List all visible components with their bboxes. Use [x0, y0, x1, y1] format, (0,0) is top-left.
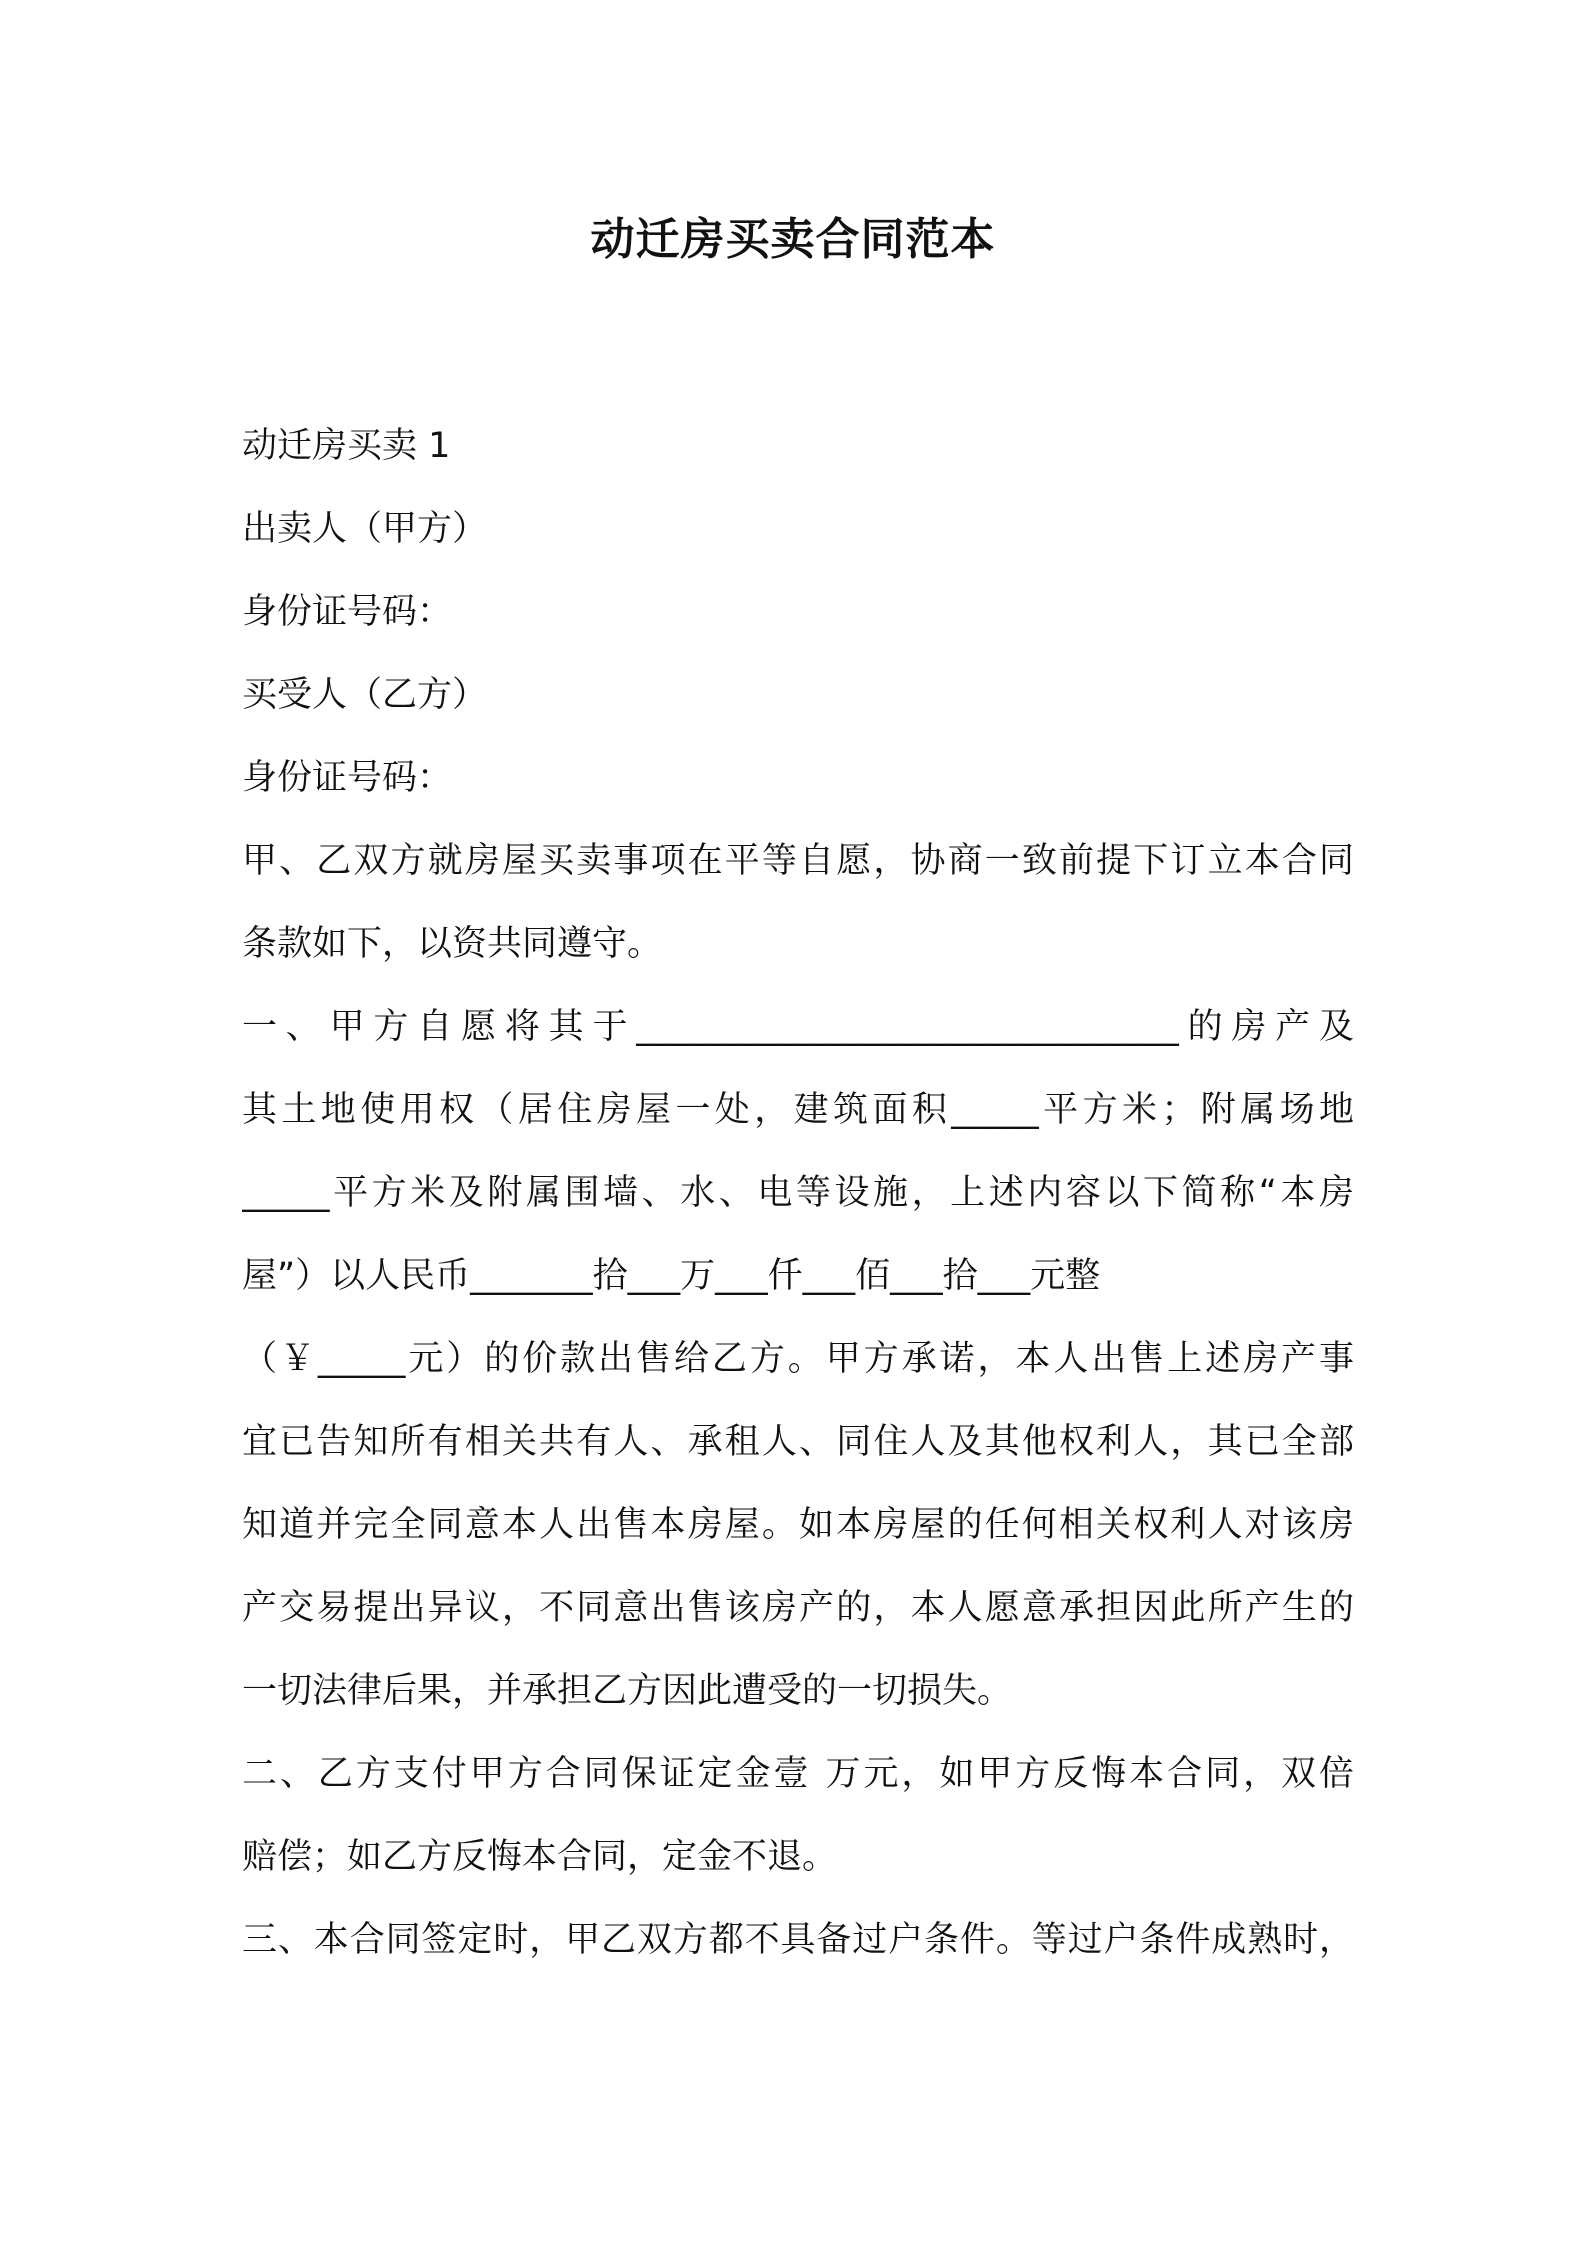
- clause-1-line-9: 一切法律后果，并承担乙方因此遭受的一切损失。: [242, 1671, 1013, 1711]
- clause-1-line-5: （￥_____元）的价款出售给乙方。甲方承诺，本人出售上述房产事: [242, 1339, 1354, 1379]
- document-body: [242, 405, 1354, 1982]
- clause-1-line-1: 一、甲方自愿将其于_______________________________的房产及: [242, 1007, 1354, 1047]
- preamble-line-1: 甲、乙双方就房屋买卖事项在平等自愿，协商一致前提下订立本合同: [242, 841, 1354, 881]
- preamble-line-2: 条款如下，以资共同遵守。: [242, 924, 663, 964]
- seller-party-label: 出卖人（甲方）: [242, 509, 488, 549]
- clause-1-line-7: 知道并完全同意本人出售本房屋。如本房屋的任何相关权利人对该房: [242, 1505, 1354, 1545]
- clause-1-line-6: 宜已告知所有相关共有人、承租人、同住人及其他权利人，其已全部: [242, 1422, 1354, 1462]
- seller-id-number-label: 身份证号码：: [242, 592, 453, 632]
- clause-2-line-1: 二、乙方支付甲方合同保证定金壹 万元，如甲方反悔本合同，双倍: [242, 1754, 1354, 1794]
- clause-1-line-4: 屋”）以人民币_______拾___万___仟___佰___拾___元整: [242, 1256, 1101, 1296]
- clause-1-line-8: 产交易提出异议，不同意出售该房产的，本人愿意承担因此所产生的: [242, 1588, 1354, 1628]
- clause-2-line-2: 赔偿；如乙方反悔本合同，定金不退。: [242, 1837, 838, 1877]
- clause-1-line-3: _____平方米及附属围墙、水、电等设施，上述内容以下简称“本房: [242, 1173, 1354, 1213]
- heading-contract-1: 动迁房买卖 1: [242, 426, 451, 466]
- buyer-id-number-label: 身份证号码：: [242, 758, 453, 798]
- document-title: 动迁房买卖合同范本: [590, 214, 996, 265]
- buyer-party-label: 买受人（乙方）: [242, 675, 488, 715]
- clause-3-line-1: 三、本合同签定时，甲乙双方都不具备过户条件。等过户条件成熟时，: [242, 1920, 1354, 1960]
- clause-1-line-2: 其土地使用权（居住房屋一处，建筑面积_____平方米；附属场地: [242, 1090, 1354, 1130]
